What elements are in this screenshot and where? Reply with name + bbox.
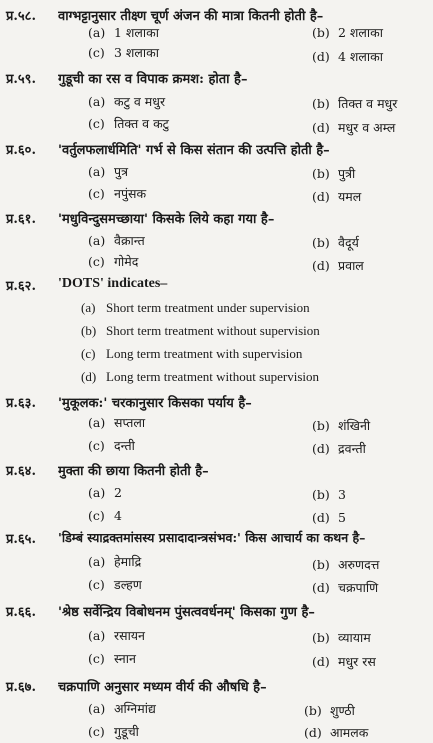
option-label: (a)	[88, 164, 106, 179]
option-b[interactable]	[312, 487, 346, 502]
question-number: प्र.५९.	[6, 72, 36, 87]
option-c[interactable]	[88, 115, 169, 132]
option-label: (c)	[88, 186, 105, 201]
option-c[interactable]	[88, 437, 135, 454]
option-c[interactable]	[81, 346, 302, 362]
question-text: 'DOTS' indicates–	[58, 276, 168, 291]
option-c[interactable]	[88, 44, 159, 61]
option-text: 4 शलाका	[338, 49, 383, 64]
option-label: (c)	[88, 45, 105, 60]
option-text: डल्हण	[114, 577, 142, 592]
question-text: 'डिम्बं स्याद्रक्तमांसस्य प्रसादादान्त्रसंभव:' किस आचार्य का कथन है–	[58, 530, 366, 545]
option-label: (b)	[304, 703, 322, 718]
question-number: प्र.६५.	[6, 532, 36, 547]
option-d[interactable]	[312, 440, 366, 457]
option-text: गोमेद	[114, 254, 139, 269]
option-text: 3 शलाका	[114, 45, 159, 60]
option-text: वैक्रान्त	[114, 233, 145, 248]
option-text: पुत्र	[114, 164, 129, 179]
question-number: प्र.६२.	[6, 279, 36, 294]
option-d[interactable]	[312, 48, 383, 65]
option-label: (a)	[88, 701, 106, 716]
option-label: (b)	[312, 96, 330, 111]
option-label: (a)	[88, 25, 106, 40]
option-a[interactable]	[88, 700, 156, 717]
option-text: Short term treatment without supervision	[106, 323, 320, 338]
option-text: तिक्त व मधुर	[338, 96, 398, 111]
option-label: (c)	[88, 116, 105, 131]
option-label: (b)	[81, 323, 97, 338]
option-b[interactable]	[312, 629, 371, 646]
option-text: अग्निमांद्य	[114, 701, 156, 716]
option-a[interactable]	[88, 553, 141, 570]
question-text: 'वर्तुलफलार्धमिति' गर्भ से किस संतान की उत्पत्ति होती है–	[58, 143, 330, 158]
option-text: चक्रपाणि	[338, 580, 379, 595]
option-c[interactable]	[88, 723, 139, 740]
option-label: (a)	[88, 233, 106, 248]
option-text: रसायन	[114, 628, 145, 643]
option-text: अरुणदत्त	[338, 557, 380, 572]
option-a[interactable]	[88, 485, 122, 500]
question-number: प्र.६१.	[6, 212, 36, 227]
option-label: (a)	[88, 94, 106, 109]
option-d[interactable]	[312, 188, 361, 205]
question-text: वाग्भट्टानुसार तीक्ष्ण चूर्ण अंजन की मात्रा कितनी होती है–	[58, 9, 324, 24]
option-label: (d)	[312, 120, 330, 135]
option-b[interactable]	[312, 165, 355, 182]
option-label: (b)	[312, 630, 330, 645]
option-label: (d)	[312, 189, 330, 204]
option-text: 1 शलाका	[114, 25, 159, 40]
option-text: व्यायाम	[338, 630, 371, 645]
option-text: गुडूची	[114, 724, 139, 739]
option-label: (d)	[304, 725, 322, 740]
option-label: (a)	[88, 554, 106, 569]
option-c[interactable]	[88, 185, 146, 202]
option-label: (d)	[81, 369, 97, 384]
question-number: प्र.५८.	[6, 9, 36, 24]
option-label: (d)	[312, 258, 330, 273]
option-c[interactable]	[88, 253, 138, 270]
option-a[interactable]	[88, 93, 165, 110]
option-label: (c)	[88, 651, 105, 666]
option-a[interactable]	[88, 232, 145, 249]
question-text: चक्रपाणि अनुसार मध्यम वीर्य की औषधि है–	[58, 680, 267, 695]
option-label: (b)	[312, 235, 330, 250]
question-text: मुक्ता की छाया कितनी होती है–	[58, 464, 209, 479]
option-text: नपुंसक	[114, 186, 147, 201]
option-d[interactable]	[81, 369, 319, 385]
option-label: (a)	[81, 300, 96, 315]
option-d[interactable]	[312, 119, 395, 136]
option-label: (d)	[312, 441, 330, 456]
option-b[interactable]	[312, 417, 370, 434]
option-label: (c)	[81, 346, 96, 361]
option-label: (c)	[88, 508, 105, 523]
question-number: प्र.६४.	[6, 464, 36, 479]
question-number: प्र.६७.	[6, 680, 36, 695]
option-text: द्रवन्ती	[338, 441, 366, 456]
option-text: हेमाद्रि	[114, 554, 142, 569]
option-b[interactable]	[81, 323, 320, 339]
question-text: 'श्रेष्ठ सर्वेन्द्रिय विबोधनम पुंसत्ववर्धनम्' किसका गुण है–	[58, 605, 315, 620]
option-c[interactable]	[88, 576, 142, 593]
option-text: दन्ती	[114, 438, 135, 453]
option-text: शंखिनी	[338, 418, 371, 433]
option-label: (d)	[312, 510, 330, 525]
option-c[interactable]	[88, 508, 122, 523]
option-c[interactable]	[88, 650, 136, 667]
option-text: स्नान	[114, 651, 136, 666]
option-d[interactable]	[312, 579, 378, 596]
option-text: सप्तला	[114, 415, 146, 430]
option-text: 2	[114, 485, 122, 500]
option-text: आमलक	[330, 725, 369, 740]
option-label: (a)	[88, 485, 106, 500]
option-b[interactable]	[312, 556, 379, 573]
option-d[interactable]	[312, 653, 376, 670]
option-b[interactable]	[304, 702, 355, 719]
option-text: Long term treatment without supervision	[106, 369, 320, 384]
option-text: कटु व मधुर	[114, 94, 166, 109]
option-text: मधुर व अम्ल	[338, 120, 396, 135]
option-text: पुत्री	[338, 166, 356, 181]
option-b[interactable]	[312, 234, 359, 251]
option-label: (a)	[88, 628, 106, 643]
option-a[interactable]	[88, 24, 159, 41]
option-label: (c)	[88, 577, 105, 592]
option-b[interactable]	[312, 24, 383, 41]
option-text: प्रवाल	[338, 258, 364, 273]
option-text: 3	[338, 487, 346, 502]
option-label: (d)	[312, 49, 330, 64]
option-label: (b)	[312, 487, 330, 502]
option-label: (c)	[88, 724, 105, 739]
option-text: Short term treatment under supervision	[106, 300, 310, 315]
option-label: (a)	[88, 415, 106, 430]
option-d[interactable]	[312, 510, 346, 525]
option-d[interactable]	[304, 724, 368, 741]
option-a[interactable]	[88, 414, 145, 431]
option-text: 5	[338, 510, 346, 525]
option-a[interactable]	[88, 163, 128, 180]
question-text: 'मधुविन्दुसमच्छाया' किसके लिये कहा गया है–	[58, 212, 275, 227]
question-number: प्र.६०.	[6, 143, 36, 158]
option-label: (b)	[312, 166, 330, 181]
option-text: तिक्त व कटु	[114, 116, 169, 131]
question-text: गुडूची का रस व विपाक क्रमश: होता है–	[58, 72, 248, 87]
option-d[interactable]	[312, 257, 364, 274]
option-label: (b)	[312, 557, 330, 572]
option-a[interactable]	[88, 627, 145, 644]
option-text: Long term treatment with supervision	[106, 346, 303, 361]
option-label: (c)	[88, 438, 105, 453]
question-number: प्र.६३.	[6, 396, 36, 411]
option-label: (b)	[312, 25, 330, 40]
option-label: (d)	[312, 654, 330, 669]
option-b[interactable]	[312, 95, 397, 112]
option-text: यमल	[338, 189, 362, 204]
option-label: (d)	[312, 580, 330, 595]
option-label: (c)	[88, 254, 105, 269]
option-text: मधुर रस	[338, 654, 376, 669]
question-text: 'मुकूलक:' चरकानुसार किसका पर्याय है–	[58, 396, 252, 411]
question-number: प्र.६६.	[6, 605, 36, 620]
option-text: शुण्ठी	[330, 703, 355, 718]
option-label: (b)	[312, 418, 330, 433]
option-text: 2 शलाका	[338, 25, 383, 40]
option-text: वैदूर्य	[338, 235, 359, 250]
option-a[interactable]	[81, 300, 310, 316]
option-text: 4	[114, 508, 122, 523]
